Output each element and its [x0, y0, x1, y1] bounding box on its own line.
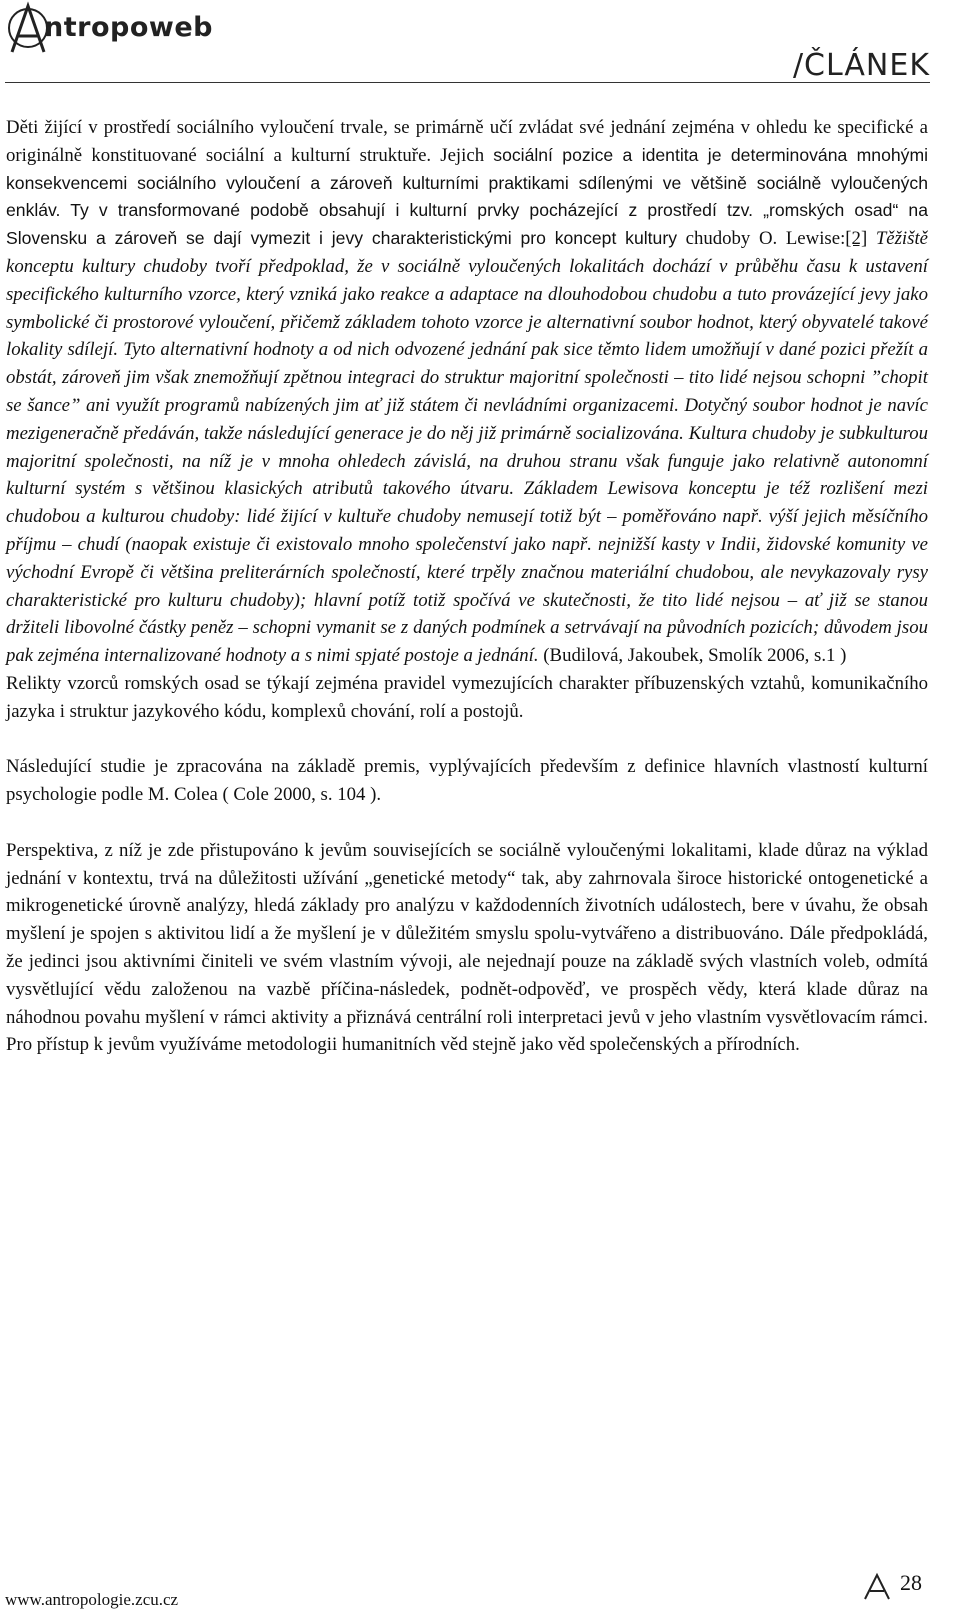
quote-citation: (Budilová, Jakoubek, Smolík 2006, s.1 ) [538, 645, 847, 667]
section-label: /ČLÁNEK [792, 48, 930, 83]
footnote-link[interactable]: [2] [845, 228, 868, 250]
paragraph-1-intro: Děti žijící v prostředí sociálního vyloučení trvale, se primárně učí zvládat své jednání zejména v ohledu ke specifické a originálně konstituované sociální a kulturní struktuře. Jejich [6, 117, 928, 166]
footer-logo-icon [862, 1572, 892, 1602]
paragraph-4: Perspektiva, z níž je zde přistupováno k jevům souvisejících se sociálně vyloučenými lokalitami, klade důraz na výklad jednání v kontextu, trvá na důležitosti užívání „genetické metody“ tak, aby zahrnovala široce historické ontogenetické a mikrogenetické úrovně analýzy, hledá základy pro analýzu v každodenních životních událostech, bere v úvahu, že obsah myšlení je spojen s aktivitou lidí a že myšlení je v důležitém smyslu spolu-vytvářeno a distribuováno. Dále předpokládá, že jedinci jsou aktivními činiteli ve svém vlastním vývoji, ale nejednají pouze na základě svých vlastních voleb, odmítá vysvětlující vědu založenou na vazbě příčina-následek, podnět-odpověď, ve prospěch vědy, která klade důraz na náhodnou povahu myšlení v rámci aktivity a přiznává centrální roli interpretaci jevů v jeho vlastním vysvětlovacím rámci. Pro přístup k jevům využíváme metodologii humanitních věd stejně jako věd společenských a přírodních. [6, 839, 928, 1056]
paragraph-1-sans: sociální pozice a identita je determinována mnohými konsekvencemi sociálního vyloučení a zároveň kulturními praktikami sdílenými ve většině sociálně vyloučených enkláv. Ty v transformované podobě obsahují i kulturní prvky pocházející z prostředí tzv. „romských osad“ na Slovensku a zároveň se dají vymezit i jevy charakteristickými pro koncept kultury [6, 144, 929, 249]
paragraph-1 [6, 114, 928, 670]
logo-wordmark: ntropoweb [44, 12, 213, 43]
page-number: 28 [900, 1570, 922, 1595]
paragraph-3: Následující studie je zpracována na základě premis, vyplývajících především z definice hlavních vlastností kulturní psychologie podle M. Colea ( Cole 2000, s. 104 ). [6, 756, 928, 806]
footer-url[interactable]: www.antropologie.zcu.cz [5, 1590, 179, 1609]
logo-a-icon [8, 0, 48, 56]
article-body [6, 114, 928, 1059]
header-divider [5, 82, 930, 83]
paragraph-2: Relikty vzorců romských osad se týkají zejména pravidel vymezujících charakter příbuzenských vztahů, komunikačního jazyka i struktur jazykového kódu, komplexů chování, rolí a postojů. [6, 672, 928, 722]
paragraph-1-lewise: chudoby O. Lewise: [685, 228, 846, 250]
lewis-quote: Těžiště konceptu kultury chudoby tvoří předpoklad, že v sociálně vyloučených lokalitách dochází v průběhu času k ustavení specifického kulturního vzorce, který vzniká jako reakce a adaptace na dlouhodobou chudobu a tuto provázející jevy jako symbolické či prostorové vyloučení, přičemž základem tohoto vzorce je alternativní soubor hodnot, který obyvatelé takové lokality sdílejí. Tyto alternativní hodnoty a od nich odvozené jednání pak sice těmto lidem umožňují v dané pozici přežít a obstát, zároveň jim však znemožňují zpětnou integraci do struktur majoritní společnosti – tito lidé nejsou schopni ”chopit se šance” ani využít programů nabízených jim ať již státem či nevládními organizacemi. Dotyčný soubor hodnot je navíc mezigeneračně předáván, takže následující generace je do něj již primárně socializována. Kultura chudoby je subkulturou majoritní společnosti, na níž je v mnoha ohledech závislá, na druhou stranu však funguje jako relativně autonomní kulturní systém s většinou klasických atributů takového útvaru. Základem Lewisova konceptu je též rozlišení mezi chudobou a kulturou chudoby: lidé žijící v kultuře chudoby nemusejí totiž být – poměřováno např. výší jejich měsíčního příjmu – chudí (naopak existuje či existovalo mnoho společenství jako např. nejnižší kasty v Indii, židovské komunity ve východní Evropě či většina preliterárních společností, které trpěly značnou materiální chudobou, ale nevykazovaly rysy charakteristické pro kulturu chudoby); hlavní potíž totiž spočívá ve skutečnosti, že tito lidé nejsou – ať již se stanou držiteli libovolné částky peněz – schopni vymanit se z daných podmínek a setrvávají na původních pozicích; důvodem jsou pak zejména internalizované hodnoty a s nimi spjaté postoje a jednání. [6, 228, 928, 667]
antropoweb-logo [8, 0, 228, 60]
